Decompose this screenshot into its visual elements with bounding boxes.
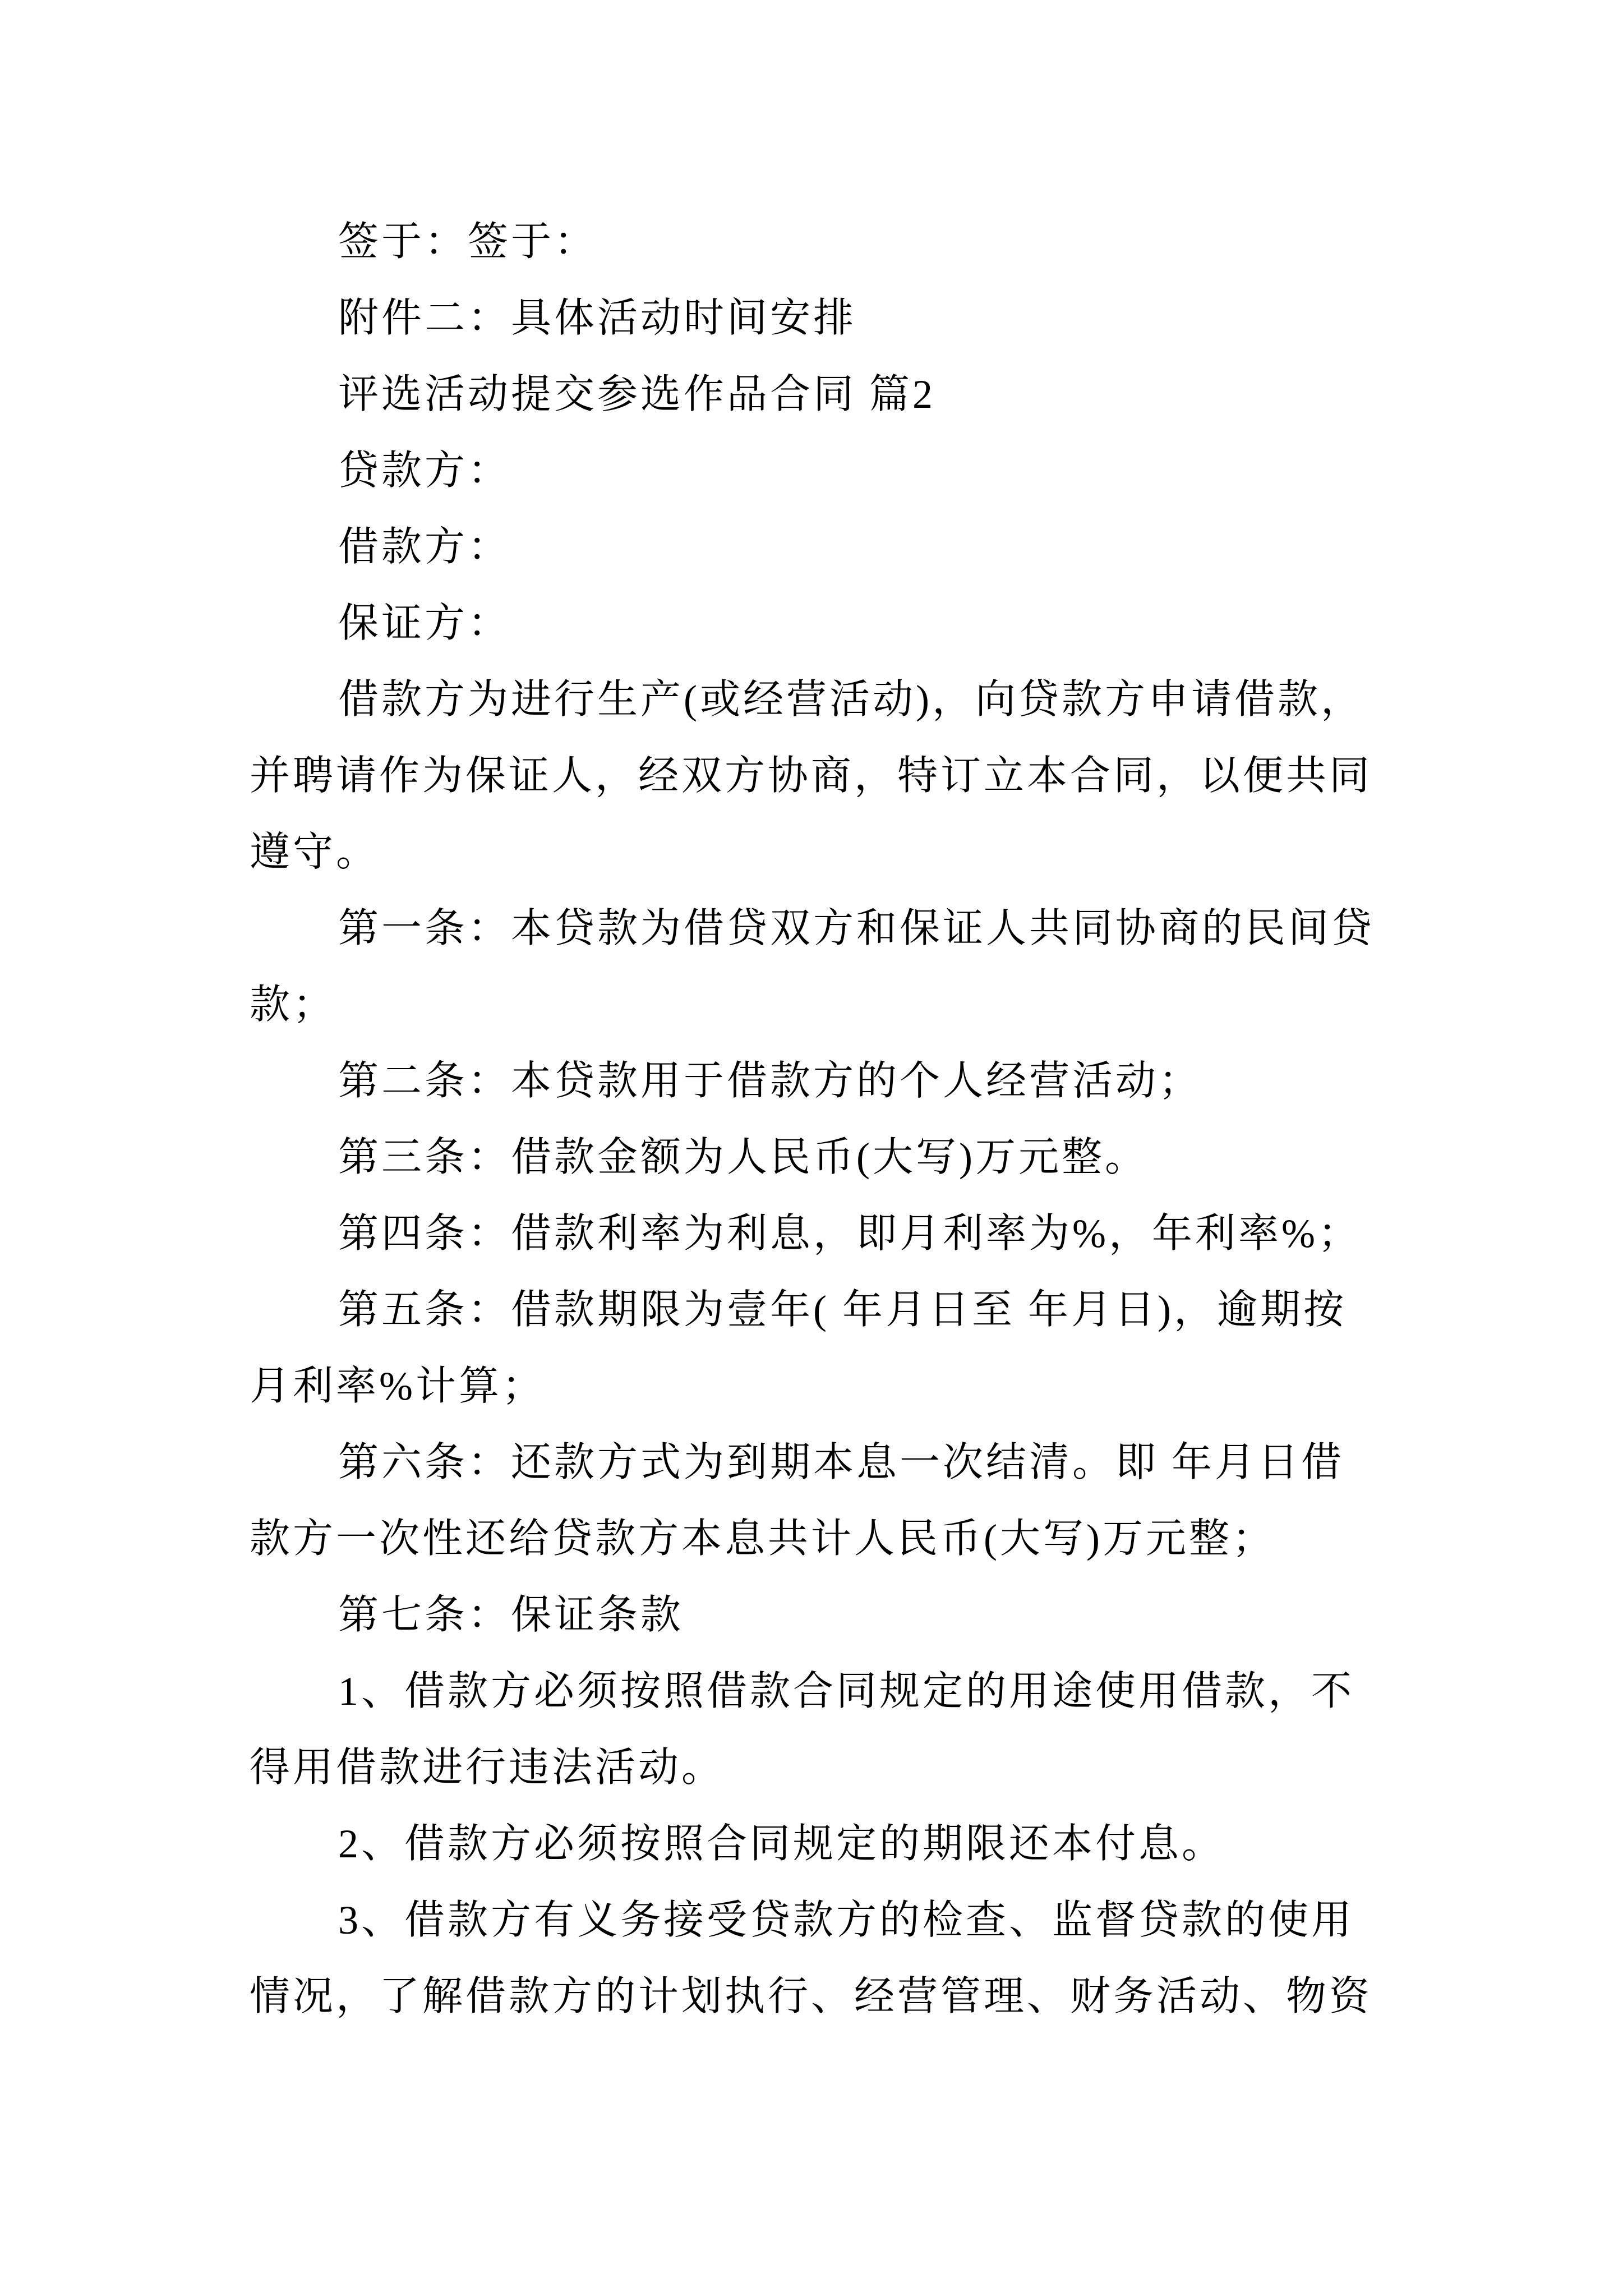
text-line: 款方一次性还给贷款方本息共计人民币(大写)万元整； (250, 1516, 1275, 1561)
text-line: 借款方： (338, 524, 511, 569)
text-line: 月利率%计算； (250, 1364, 545, 1409)
text-line: 款； (250, 982, 336, 1027)
text-line: 并聘请作为保证人，经双方协商，特订立本合同，以便共同 (250, 753, 1373, 798)
text-line: 附件二：具体活动时间安排 (338, 296, 857, 341)
text-line: 第三条：借款金额为人民币(大写)万元整。 (338, 1135, 1148, 1180)
contract-text-block (250, 204, 1461, 2035)
text-line: 贷款方： (338, 448, 511, 493)
text-line: 第五条：借款期限为壹年( 年月日至 年月日)，逾期按 (338, 1287, 1347, 1332)
text-line: 情况，了解借款方的计划执行、经营管理、财务活动、物资 (250, 1974, 1373, 2019)
text-line: 第一条：本贷款为借贷双方和保证人共同协商的民间贷 (338, 906, 1375, 951)
text-line: 借款方为进行生产(或经营活动)，向贷款方申请借款， (338, 677, 1364, 722)
text-line: 评选活动提交参选作品合同 篇2 (338, 372, 936, 417)
text-line: 第四条：借款利率为利息，即月利率为%，年利率%； (338, 1211, 1361, 1256)
text-line: 第七条：保证条款 (338, 1593, 684, 1637)
text-line: 保证方： (338, 601, 511, 646)
text-line: 签于：签于： (338, 219, 598, 264)
text-line: 3、借款方有义务接受贷款方的检查、监督贷款的使用 (338, 1898, 1355, 1943)
text-line: 遵守。 (250, 830, 380, 875)
text-line: 得用借款进行违法活动。 (250, 1745, 725, 1790)
text-line: 第二条：本贷款用于借款方的个人经营活动； (338, 1059, 1202, 1103)
text-line: 第六条：还款方式为到期本息一次结清。即 年月日借 (338, 1440, 1345, 1485)
text-line: 1、借款方必须按照借款合同规定的用途使用借款，不 (338, 1669, 1355, 1714)
text-line: 2、借款方必须按照合同规定的期限还本付息。 (338, 1821, 1225, 1866)
